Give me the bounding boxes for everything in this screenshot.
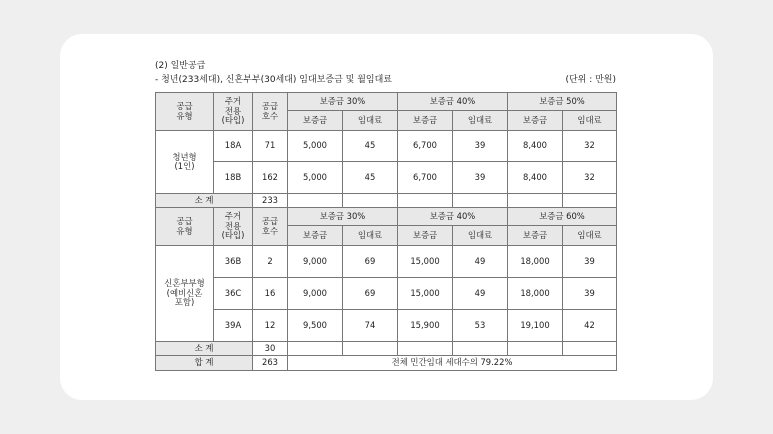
cell-type: 36C [214, 278, 253, 310]
header-rent: 임대료 [343, 111, 398, 131]
cell-deposit: 9,000 [288, 246, 343, 278]
table-row [156, 278, 617, 310]
unit-label: (단위 : 만원) [565, 75, 616, 85]
cell-rent: 53 [453, 310, 508, 342]
header-row [156, 93, 617, 111]
empty-cell [288, 342, 343, 356]
cell-rent: 39 [563, 246, 617, 278]
empty-cell [343, 342, 398, 356]
cell-deposit: 15,000 [398, 246, 453, 278]
empty-cell [563, 342, 617, 356]
header-area-type: 주거 전용 (타입) [214, 208, 253, 246]
cell-rent: 69 [343, 246, 398, 278]
cell-deposit: 15,900 [398, 310, 453, 342]
subtotal-label: 소 계 [156, 194, 253, 208]
cell-rent: 49 [453, 246, 508, 278]
cell-deposit: 8,400 [508, 131, 563, 162]
header-rent: 임대료 [453, 226, 508, 246]
header-supply-type: 공급 유형 [156, 208, 214, 246]
cell-deposit: 19,100 [508, 310, 563, 342]
cell-deposit: 15,000 [398, 278, 453, 310]
header-deposit-group-3: 보증금 60% [508, 208, 617, 226]
cell-rent: 39 [563, 278, 617, 310]
cell-rent: 39 [453, 162, 508, 194]
cell-rent: 42 [563, 310, 617, 342]
table-row [156, 131, 617, 162]
header-deposit-group-2: 보증금 40% [398, 93, 508, 111]
cell-count: 16 [253, 278, 288, 310]
cell-rent: 32 [563, 162, 617, 194]
empty-cell [508, 342, 563, 356]
header-deposit: 보증금 [288, 226, 343, 246]
header-deposit-group-3: 보증금 50% [508, 93, 617, 111]
cell-deposit: 18,000 [508, 278, 563, 310]
cell-type: 18B [214, 162, 253, 194]
table-row [156, 246, 617, 278]
cell-deposit: 6,700 [398, 162, 453, 194]
total-note: 전체 민간임대 세대수의 79.22% [288, 356, 617, 371]
cell-count: 2 [253, 246, 288, 278]
empty-cell [288, 194, 343, 208]
header-rent: 임대료 [563, 226, 617, 246]
header-deposit: 보증금 [508, 111, 563, 131]
empty-cell [508, 194, 563, 208]
cell-rent: 45 [343, 162, 398, 194]
empty-cell [398, 342, 453, 356]
cell-rent: 45 [343, 131, 398, 162]
cell-rent: 39 [453, 131, 508, 162]
cell-deposit: 5,000 [288, 162, 343, 194]
group-label-newlywed: 신혼부부형 (예비신혼 포함) [156, 246, 214, 342]
header-deposit: 보증금 [508, 226, 563, 246]
empty-cell [398, 194, 453, 208]
cell-deposit: 6,700 [398, 131, 453, 162]
cell-type: 18A [214, 131, 253, 162]
table-caption [155, 75, 616, 86]
cell-deposit: 18,000 [508, 246, 563, 278]
total-row [156, 356, 617, 371]
cell-count: 12 [253, 310, 288, 342]
header-deposit: 보증금 [398, 226, 453, 246]
total-value: 263 [253, 356, 288, 371]
cell-type: 39A [214, 310, 253, 342]
caption-text: - 청년(233세대), 신혼부부(30세대) 임대보증금 및 월임대료 [155, 75, 392, 85]
header-row [156, 208, 617, 226]
cell-deposit: 9,500 [288, 310, 343, 342]
subtotal-label: 소 계 [156, 342, 253, 356]
cell-deposit: 5,000 [288, 131, 343, 162]
cell-count: 162 [253, 162, 288, 194]
subtotal-row [156, 194, 617, 208]
group-label-youth: 청년형 (1인) [156, 131, 214, 194]
cell-rent: 49 [453, 278, 508, 310]
header-rent: 임대료 [453, 111, 508, 131]
table-row [156, 162, 617, 194]
header-supply-count: 공급 호수 [253, 93, 288, 131]
empty-cell [343, 194, 398, 208]
header-deposit-group-1: 보증금 30% [288, 208, 398, 226]
header-rent: 임대료 [563, 111, 617, 131]
header-deposit: 보증금 [398, 111, 453, 131]
header-deposit: 보증금 [288, 111, 343, 131]
cell-rent: 74 [343, 310, 398, 342]
cell-type: 36B [214, 246, 253, 278]
empty-cell [453, 342, 508, 356]
header-supply-type: 공급 유형 [156, 93, 214, 131]
empty-cell [453, 194, 508, 208]
header-area-type: 주거 전용 (타입) [214, 93, 253, 131]
table-row [156, 310, 617, 342]
total-label: 합 계 [156, 356, 253, 371]
subtotal-value: 30 [253, 342, 288, 356]
subtotal-row [156, 342, 617, 356]
subtotal-value: 233 [253, 194, 288, 208]
header-supply-count: 공급 호수 [253, 208, 288, 246]
section-heading: (2) 일반공급 [155, 61, 206, 71]
header-deposit-group-1: 보증금 30% [288, 93, 398, 111]
cell-count: 71 [253, 131, 288, 162]
rent-table [155, 92, 617, 371]
header-deposit-group-2: 보증금 40% [398, 208, 508, 226]
cell-deposit: 9,000 [288, 278, 343, 310]
header-rent: 임대료 [343, 226, 398, 246]
cell-deposit: 8,400 [508, 162, 563, 194]
cell-rent: 69 [343, 278, 398, 310]
cell-rent: 32 [563, 131, 617, 162]
empty-cell [563, 194, 617, 208]
